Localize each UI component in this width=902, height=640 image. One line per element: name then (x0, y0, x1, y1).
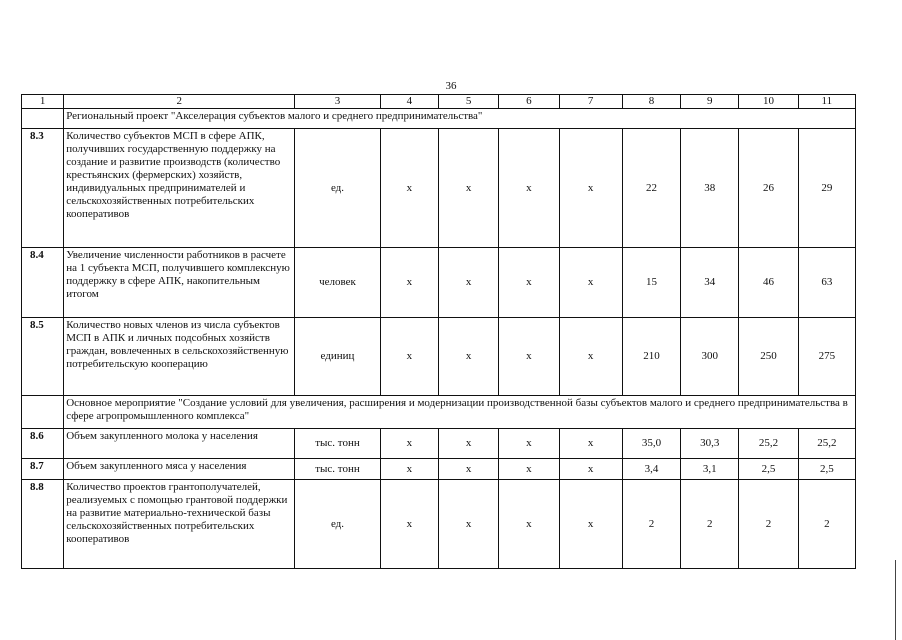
column-header: 2 (64, 95, 295, 109)
value-cell: 38 (681, 129, 739, 248)
column-header: 4 (380, 95, 438, 109)
indicator-name: Количество субъектов МСП в сфере АПК, получивших государственную поддержку на создание и развитие производств (количество крестьянских (фермерских) хозяйств, индивидуальных предпринимателей и сельскохозяйственных потребительских кооперативов (64, 129, 295, 248)
value-cell: х (559, 248, 622, 318)
value-cell: 46 (739, 248, 798, 318)
value-cell: 15 (622, 248, 680, 318)
value-cell: х (559, 459, 622, 480)
value-cell: 25,2 (739, 429, 798, 459)
unit-cell: единиц (295, 318, 380, 396)
column-header: 9 (681, 95, 739, 109)
row-number: 8.3 (22, 129, 64, 248)
value-cell: 2 (798, 480, 855, 569)
unit-cell: человек (295, 248, 380, 318)
section-title-main-activity: Основное мероприятие "Создание условий для увеличения, расширения и модернизации производственной базы субъектов малого и среднего предпринимательства в сфере агропромышленного комплекса" (64, 396, 856, 429)
value-cell: х (499, 429, 559, 459)
table-row (22, 429, 856, 459)
value-cell: 275 (798, 318, 855, 396)
value-cell: 3,1 (681, 459, 739, 480)
table-row (22, 318, 856, 396)
value-cell: 25,2 (798, 429, 855, 459)
value-cell: 29 (798, 129, 855, 248)
value-cell: х (559, 129, 622, 248)
column-header: 8 (622, 95, 680, 109)
indicator-name: Объем закупленного молока у населения (64, 429, 295, 459)
value-cell: х (438, 129, 498, 248)
value-cell: 26 (739, 129, 798, 248)
value-cell: х (499, 248, 559, 318)
value-cell: х (499, 480, 559, 569)
unit-cell: тыс. тонн (295, 429, 380, 459)
value-cell: 63 (798, 248, 855, 318)
value-cell: х (380, 459, 438, 480)
empty-cell (22, 396, 64, 429)
value-cell: 34 (681, 248, 739, 318)
page-number: 36 (445, 80, 457, 92)
value-cell: 2,5 (798, 459, 855, 480)
unit-cell: ед. (295, 129, 380, 248)
column-header: 3 (295, 95, 380, 109)
column-number-row (22, 95, 856, 109)
value-cell: х (380, 480, 438, 569)
value-cell: х (380, 318, 438, 396)
value-cell: х (499, 459, 559, 480)
row-number: 8.8 (22, 480, 64, 569)
value-cell: 22 (622, 129, 680, 248)
column-header: 11 (798, 95, 855, 109)
scan-edge-line (895, 560, 896, 640)
row-number: 8.6 (22, 429, 64, 459)
row-number: 8.7 (22, 459, 64, 480)
value-cell: х (380, 429, 438, 459)
value-cell: х (438, 480, 498, 569)
value-cell: х (380, 129, 438, 248)
empty-cell (22, 109, 64, 129)
column-header: 5 (438, 95, 498, 109)
value-cell: х (559, 429, 622, 459)
column-header: 7 (559, 95, 622, 109)
value-cell: 3,4 (622, 459, 680, 480)
row-number: 8.5 (22, 318, 64, 396)
value-cell: 2 (739, 480, 798, 569)
value-cell: 2 (681, 480, 739, 569)
section-row (22, 109, 856, 129)
value-cell: х (438, 459, 498, 480)
value-cell: х (438, 248, 498, 318)
indicator-name: Увеличение численности работников в расчете на 1 субъекта МСП, получившего комплексную поддержку в сфере АПК, накопительным итогом (64, 248, 295, 318)
value-cell: 30,3 (681, 429, 739, 459)
section-row (22, 396, 856, 429)
indicator-name: Объем закупленного мяса у населения (64, 459, 295, 480)
table-row (22, 248, 856, 318)
value-cell: 35,0 (622, 429, 680, 459)
indicator-name: Количество новых членов из числа субъектов МСП в АПК и личных подсобных хозяйств граждан, вовлеченных в сельскохозяйственную потребительскую кооперацию (64, 318, 295, 396)
value-cell: 300 (681, 318, 739, 396)
value-cell: х (559, 318, 622, 396)
unit-cell: тыс. тонн (295, 459, 380, 480)
value-cell: х (559, 480, 622, 569)
unit-cell: ед. (295, 480, 380, 569)
value-cell: х (499, 318, 559, 396)
value-cell: х (438, 429, 498, 459)
value-cell: 2,5 (739, 459, 798, 480)
row-number: 8.4 (22, 248, 64, 318)
value-cell: 2 (622, 480, 680, 569)
table-row (22, 129, 856, 248)
column-header: 6 (499, 95, 559, 109)
value-cell: х (499, 129, 559, 248)
column-header: 1 (22, 95, 64, 109)
value-cell: х (438, 318, 498, 396)
table-row (22, 459, 856, 480)
indicators-table (21, 94, 856, 569)
indicator-name: Количество проектов грантополучателей, реализуемых с помощью грантовой поддержки на развитие материально-технической базы сельскохозяйственных потребительских кооперативов (64, 480, 295, 569)
column-header: 10 (739, 95, 798, 109)
value-cell: х (380, 248, 438, 318)
value-cell: 210 (622, 318, 680, 396)
value-cell: 250 (739, 318, 798, 396)
section-title-regional-project: Региональный проект "Акселерация субъектов малого и среднего предпринимательства" (64, 109, 856, 129)
table-row (22, 480, 856, 569)
